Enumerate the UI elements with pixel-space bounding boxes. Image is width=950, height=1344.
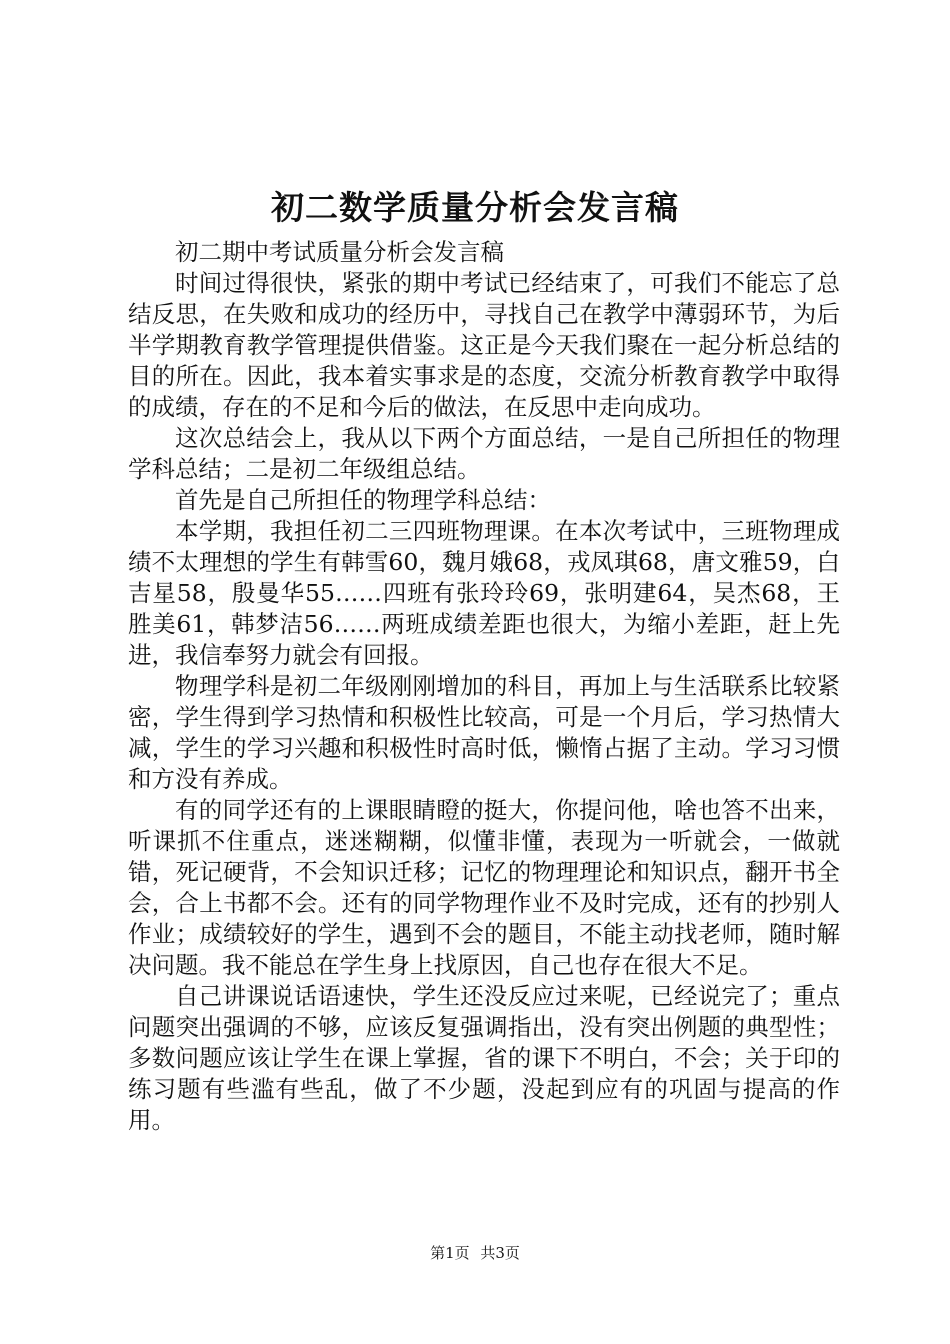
paragraph-overview: 这次总结会上，我从以下两个方面总结，一是自己所担任的物理学科总结；二是初二年级组总结。 bbox=[128, 424, 840, 483]
paragraph-subtitle: 初二期中考试质量分析会发言稿 bbox=[175, 238, 504, 266]
paragraph-self-reflection: 自己讲课说话语速快，学生还没反应过来呢，已经说完了；重点问题突出强调的不够，应该反复强调指出，没有突出例题的典型性；多数问题应该让学生在课上掌握，省的课下不明白，不会；关于印的练习题有些滥有些乱，做了不少题，没起到应有的巩固与提高的作用。 bbox=[128, 982, 840, 1134]
paragraph-students: 有的同学还有的上课眼睛瞪的挺大，你提问他，啥也答不出来，听课抓不住重点，迷迷糊糊，似懂非懂，表现为一听就会，一做就错，死记硬背，不会知识迁移；记忆的物理理论和知识点，翻开书全会，合上书都不会。还有的同学物理作业不及时完成，还有的抄别人作业；成绩较好的学生，遇到不会的题目，不能主动找老师，随时解决问题。我不能总在学生身上找原因，自己也存在很大不足。 bbox=[128, 796, 840, 979]
document-body bbox=[128, 237, 840, 1136]
page-total: 共3页 bbox=[480, 1244, 520, 1262]
paragraph-scores: 本学期，我担任初二三四班物理课。在本次考试中，三班物理成绩不太理想的学生有韩雪60，魏月娥68，戎凤琪68，唐文雅59，白吉星58，殷曼华55……四班有张玲玲69，张明建64，吴杰68，王胜美61，韩梦洁56……两班成绩差距也很大，为缩小差距，赶上先进，我信奉努力就会有回报。 bbox=[128, 517, 840, 669]
page-footer bbox=[0, 1243, 950, 1263]
page-number: 第1页 bbox=[430, 1244, 470, 1262]
paragraph-intro: 时间过得很快，紧张的期中考试已经结束了，可我们不能忘了总结反思，在失败和成功的经历中，寻找自己在教学中薄弱环节，为后半学期教育教学管理提供借鉴。这正是今天我们聚在一起分析总结的目的所在。因此，我本着实事求是的态度，交流分析教育教学中取得的成绩，存在的不足和今后的做法，在反思中走向成功。 bbox=[128, 269, 840, 421]
paragraph-section-heading: 首先是自己所担任的物理学科总结： bbox=[175, 486, 551, 514]
document-title: 初二数学质量分析会发言稿 bbox=[271, 188, 679, 227]
paragraph-subject: 物理学科是初二年级刚刚增加的科目，再加上与生活联系比较紧密，学生得到学习热情和积极性比较高，可是一个月后，学习热情大减，学生的学习兴趣和积极性时高时低，懒惰占据了主动。学习习惯和方没有养成。 bbox=[128, 672, 840, 793]
